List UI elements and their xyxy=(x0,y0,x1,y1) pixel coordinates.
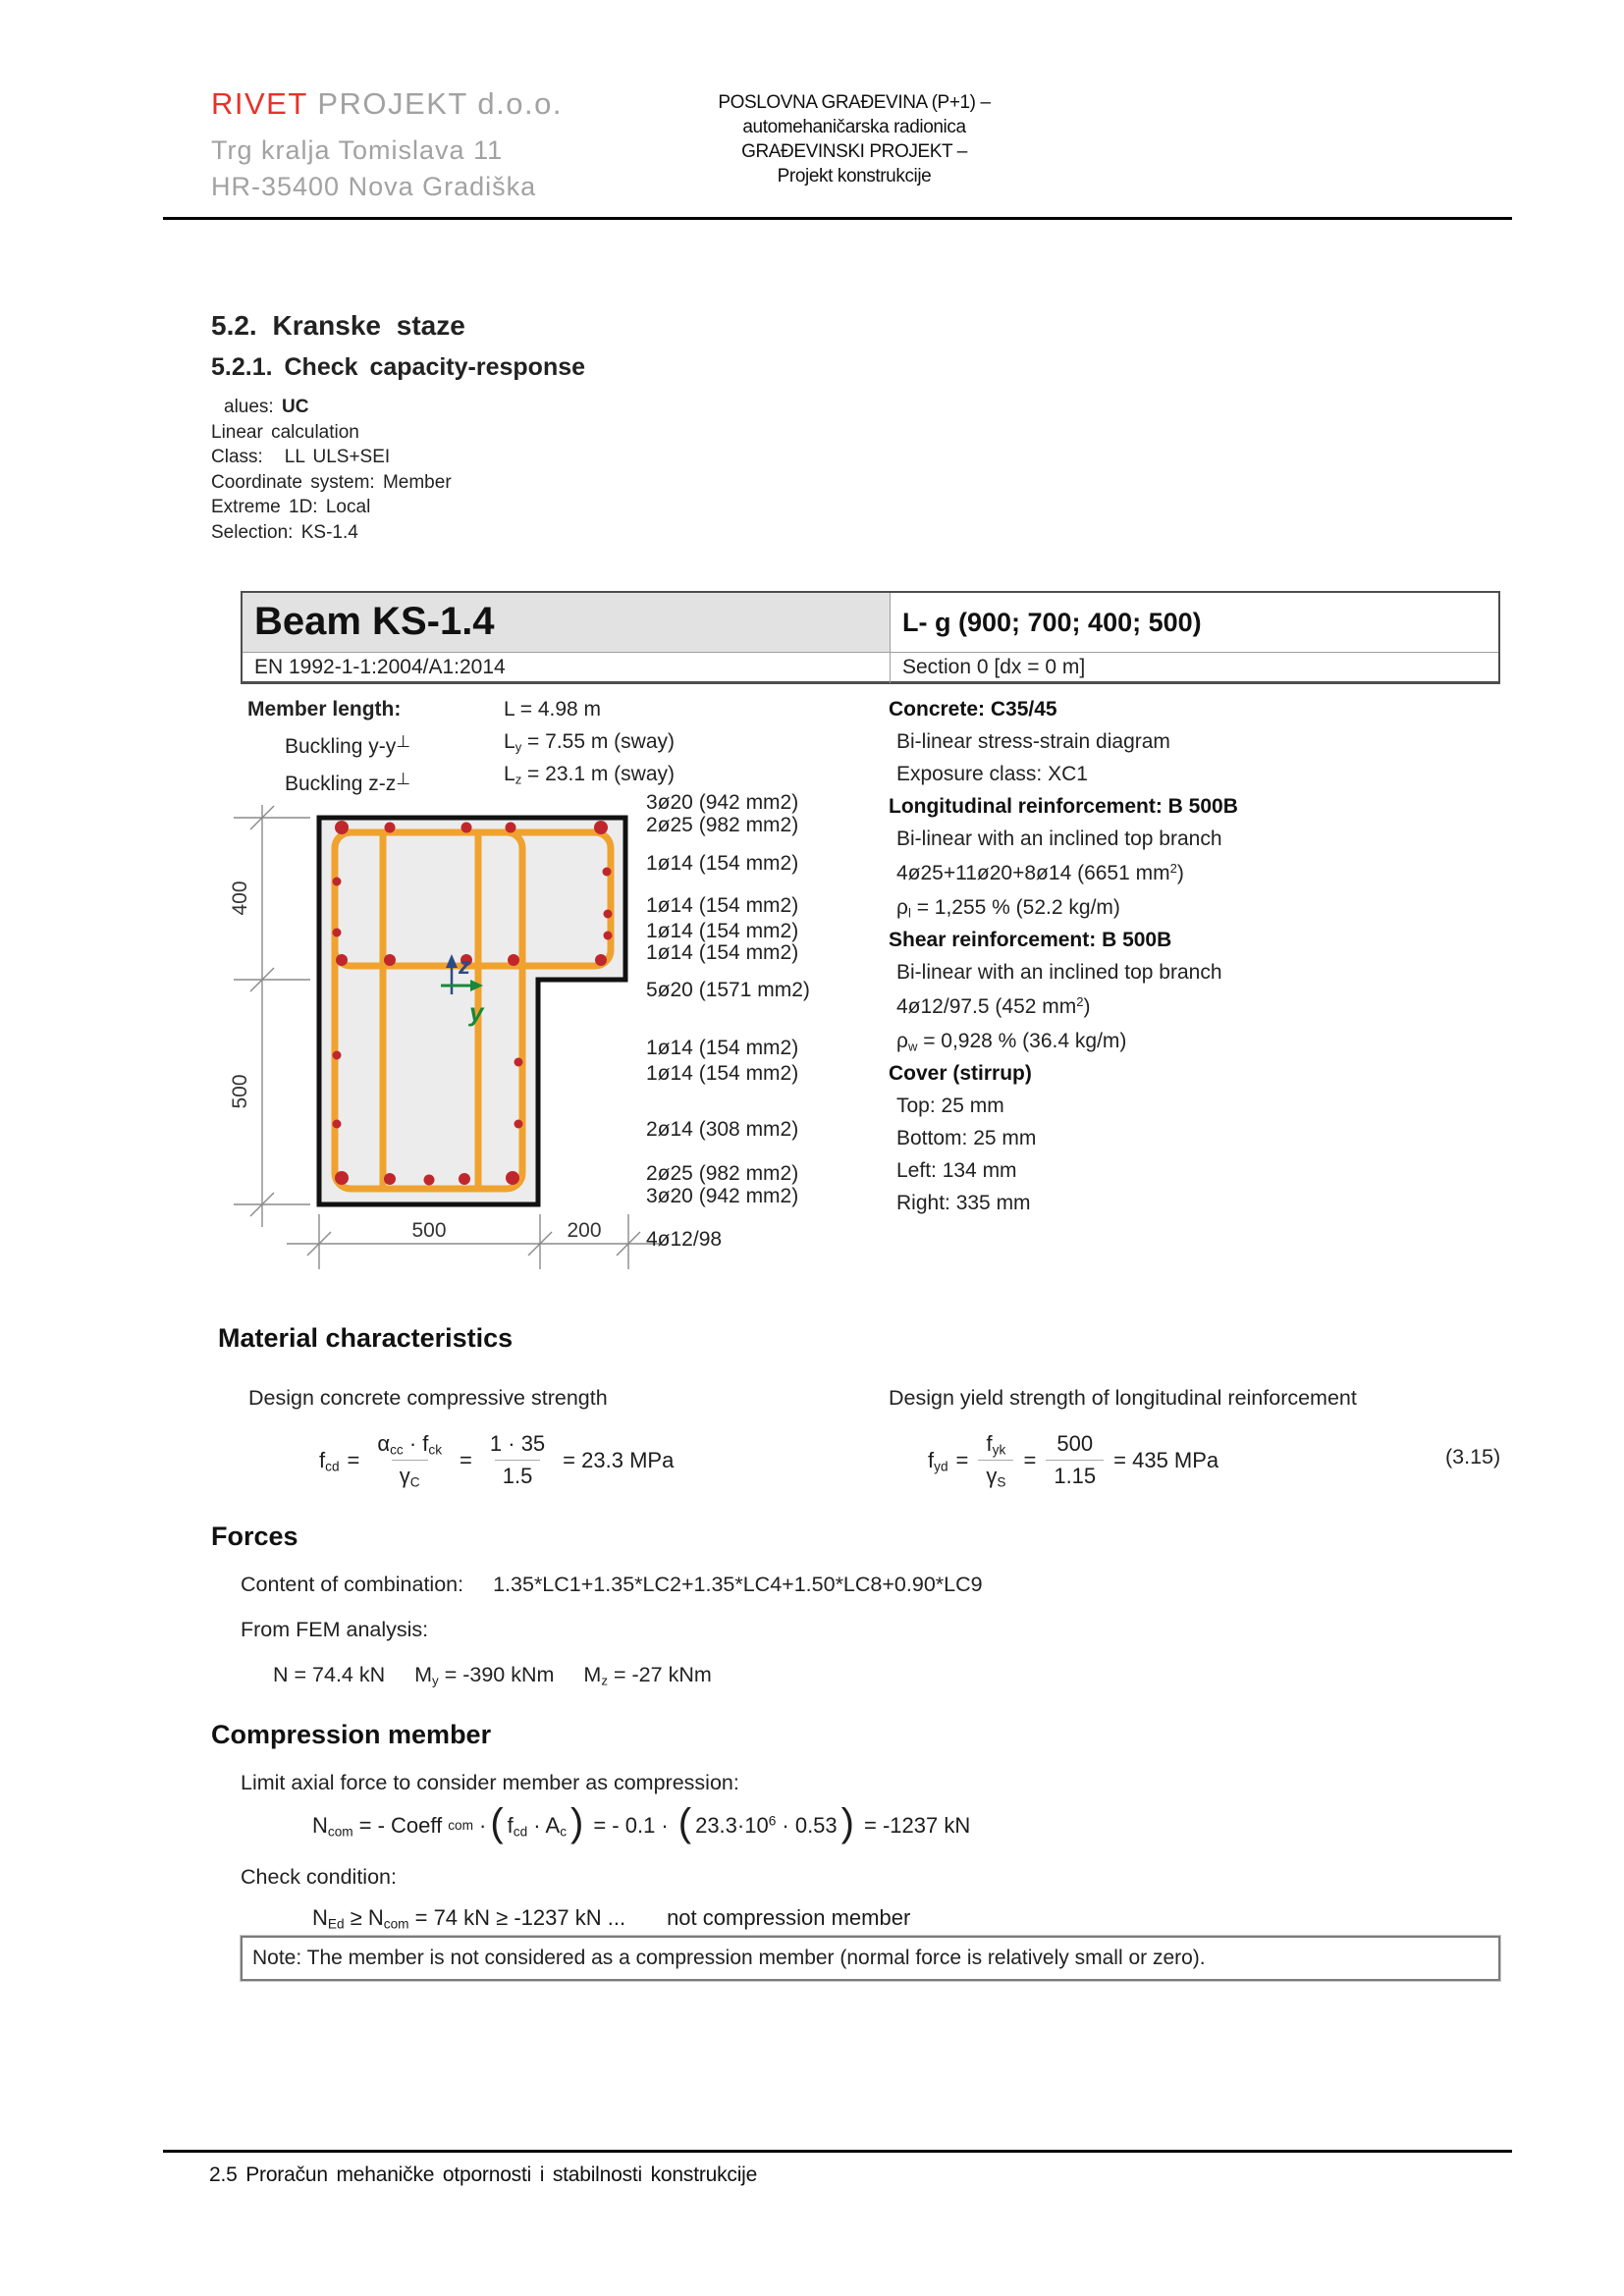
equation-number: (3.15) xyxy=(1445,1445,1501,1468)
rebar-label: 2ø25 (982 mm2) xyxy=(646,814,799,836)
rebar-label: 4ø12/98 xyxy=(646,1228,723,1251)
longitudinal-bars: 4ø25+11ø20+8ø14 (6651 $mm^2$) xyxy=(896,860,1184,884)
fem-caption: From FEM analysis: xyxy=(241,1618,429,1641)
design-code: EN 1992-1-1:2004/A1:2014 xyxy=(254,656,506,678)
rebar-label: 3ø20 (942 mm2) xyxy=(646,791,799,814)
perp-symbol: ⊥ xyxy=(396,732,410,751)
header-divider xyxy=(163,217,1512,220)
rebar-label: 5ø20 (1571 mm2) xyxy=(646,979,810,1001)
limit-caption: Limit axial force to consider member as compression: xyxy=(241,1771,739,1794)
member-length-labels xyxy=(247,693,410,800)
beam-title-cell xyxy=(243,593,891,652)
project-line-1: POSLOVNA GRAĐEVINA (P+1) – xyxy=(718,92,991,113)
buckling-z-label: Buckling z-z⊥ xyxy=(285,769,410,795)
concrete-heading: Concrete: C35/45 xyxy=(889,698,1057,721)
fem-values xyxy=(273,1663,712,1687)
concrete-diagram: Bi-linear stress-strain diagram xyxy=(896,730,1170,753)
moment-z: $M_z = -27$ kNm xyxy=(583,1663,712,1688)
rebar-label: 1ø14 (154 mm2) xyxy=(646,852,799,875)
fcd-formula: $f_{cd}$ = $\frac{\alpha_{cc} \cdot f_{ck}}{\gamma_C}$ = $\frac{1 \cdot 35}{1.5}$ = 23.3 MPa xyxy=(319,1431,675,1490)
dim-200-bottom: 200 xyxy=(567,1219,602,1242)
forces-heading: Forces xyxy=(211,1522,298,1551)
dim-500-bottom: 500 xyxy=(411,1219,447,1242)
combination-line: Content of combination: 1.35*LC1+1.35*LC2+1.35*LC4+1.50*LC8+0.90*LC9 xyxy=(241,1573,983,1596)
ncom-formula: $N_{com}$ = - Coeff com · ( $f_{cd} \cdot A_c$ ) = - 0.1 · ( $23.3\cdot 10^6 \cdot 0.53$ ) = -1237 kN xyxy=(312,1801,971,1844)
fcd-fraction-symbolic: $\frac{\alpha_{cc} \cdot f_{ck}}{\gamma_C}$ xyxy=(377,1431,443,1490)
rebar-label: 1ø14 (154 mm2) xyxy=(646,894,799,917)
section-properties xyxy=(889,693,1238,1219)
project-line-2: automehaničarska radionica xyxy=(742,117,966,137)
meta-class: Class: LL ULS+SEI xyxy=(211,447,391,467)
shear-bars: 4ø12/97.5 (452 $mm^2$) xyxy=(896,993,1091,1018)
shear-heading: Shear reinforcement: B 500B xyxy=(889,929,1172,951)
check-verdict: not compression member xyxy=(667,1905,911,1930)
cover-right: Right: 335 mm xyxy=(896,1192,1031,1214)
company-address-line1: Trg kralja Tomislava 11 xyxy=(211,135,504,165)
calc-meta-block xyxy=(211,395,452,545)
section-position: Section 0 [dx = 0 m] xyxy=(902,656,1086,678)
perp-symbol: ⊥ xyxy=(396,769,410,788)
beam-title: Beam KS-1.4 xyxy=(254,600,495,643)
beam-section-cell xyxy=(891,593,1498,652)
note-text: Note: The member is not considered as a compression member (normal force is relatively small or zero). xyxy=(252,1947,1206,1969)
project-line-4: Projekt konstrukcije xyxy=(777,166,932,187)
beam-section-name: L- g (900; 700; 400; 500) xyxy=(902,608,1202,637)
fcd-caption: Design concrete compressive strength xyxy=(248,1386,608,1410)
note-box xyxy=(241,1936,1500,1981)
meta-selection: Selection: KS-1.4 xyxy=(211,521,358,543)
exposure-class: Exposure class: XC1 xyxy=(896,763,1088,785)
meta-values: alues: UC xyxy=(224,397,309,417)
cover-left: Left: 134 mm xyxy=(896,1159,1017,1182)
footer-divider xyxy=(163,2150,1512,2153)
material-heading: Material characteristics xyxy=(218,1323,514,1353)
member-length-value: L = 4.98 m xyxy=(504,698,602,721)
dim-500-left: 500 xyxy=(229,1074,251,1109)
fyd-caption: Design yield strength of longitudinal reinforcement xyxy=(889,1386,1357,1410)
longitudinal-heading: Longitudinal reinforcement: B 500B xyxy=(889,795,1238,818)
rebar-label: 1ø14 (154 mm2) xyxy=(646,941,799,964)
company-address-line2: HR-35400 Nova Gradiška xyxy=(211,172,537,201)
axis-z-label: z xyxy=(459,953,470,980)
moment-y: $M_y = -390$ kNm xyxy=(414,1663,555,1688)
buckling-z-value: $L_z = 23.1$ m (sway) xyxy=(504,763,676,787)
rebar-label: 2ø25 (982 mm2) xyxy=(646,1162,799,1185)
subsection-heading: 5.2.1. Check capacity-response xyxy=(211,353,586,381)
rebar-label: 1ø14 (154 mm2) xyxy=(646,1062,799,1085)
longitudinal-diagram: Bi-linear with an inclined top branch xyxy=(896,828,1222,850)
member-length-label: Member length: xyxy=(247,698,402,721)
cover-top: Top: 25 mm xyxy=(896,1095,1004,1117)
fcd-fraction-numeric: $\frac{1 \cdot 35}{1.5}$ xyxy=(489,1431,546,1488)
compression-heading: Compression member xyxy=(211,1720,492,1749)
beam-table-row2 xyxy=(243,652,1498,683)
rebar-label: 3ø20 (942 mm2) xyxy=(646,1185,799,1207)
rebar-label: 1ø14 (154 mm2) xyxy=(646,920,799,942)
company-name-accent: RIVET xyxy=(211,86,308,121)
company-name-rest: PROJEKT d.o.o. xyxy=(307,86,563,121)
beam-header-table xyxy=(241,591,1500,684)
rebar-label: 1ø14 (154 mm2) xyxy=(646,1037,799,1059)
member-length-values xyxy=(504,693,675,790)
fyd-fraction-numeric: $\frac{500}{1.15}$ xyxy=(1046,1431,1104,1489)
shear-diagram: Bi-linear with an inclined top branch xyxy=(896,961,1222,984)
check-condition: $N_{Ed} \ge N_{com} = 74$ kN ≥ -1237 kN ... not compression member xyxy=(312,1905,911,1932)
meta-extreme: Extreme 1D: Local xyxy=(211,497,371,517)
rho-l: $\rho_l = 1,255$ % (52.2 kg/m) xyxy=(896,896,1120,921)
fyd-fraction-symbolic: $\frac{f_{yk}}{\gamma_S}$ xyxy=(978,1431,1013,1489)
dim-400: 400 xyxy=(229,881,251,916)
axial-force: N = 74.4 kN xyxy=(273,1663,386,1686)
section-heading: 5.2. Kranske staze xyxy=(211,310,465,341)
check-caption: Check condition: xyxy=(241,1865,397,1889)
meta-calc-type: Linear calculation xyxy=(211,421,359,443)
rho-w: $\rho_w = 0,928$ % (36.4 kg/m) xyxy=(896,1030,1127,1054)
beam-table-row1 xyxy=(243,593,1498,652)
rebar-label: 2ø14 (308 mm2) xyxy=(646,1118,799,1141)
cross-section-drawing xyxy=(157,785,668,1276)
fyd-formula: $f_{yd}$ = $\frac{f_{yk}}{\gamma_S}$ = $\frac{500}{1.15}$ = 435 MPa xyxy=(928,1431,1219,1490)
cover-heading: Cover (stirrup) xyxy=(889,1062,1032,1085)
cover-bottom: Bottom: 25 mm xyxy=(896,1127,1037,1149)
project-title-block xyxy=(658,90,1051,188)
beam-position-cell xyxy=(891,653,1498,683)
company-logo xyxy=(211,86,563,122)
meta-coord: Coordinate system: Member xyxy=(211,471,452,493)
buckling-y-value: $L_y = 7.55$ m (sway) xyxy=(504,730,676,755)
footer-text: 2.5 Proračun mehaničke otpornosti i stabilnosti konstrukcije xyxy=(209,2163,758,2186)
beam-code-cell xyxy=(243,653,891,683)
project-line-3: GRAĐEVINSKI PROJEKT – xyxy=(741,141,967,162)
buckling-y-label: Buckling y-y⊥ xyxy=(285,732,410,758)
axis-y-label: y xyxy=(469,997,484,1027)
